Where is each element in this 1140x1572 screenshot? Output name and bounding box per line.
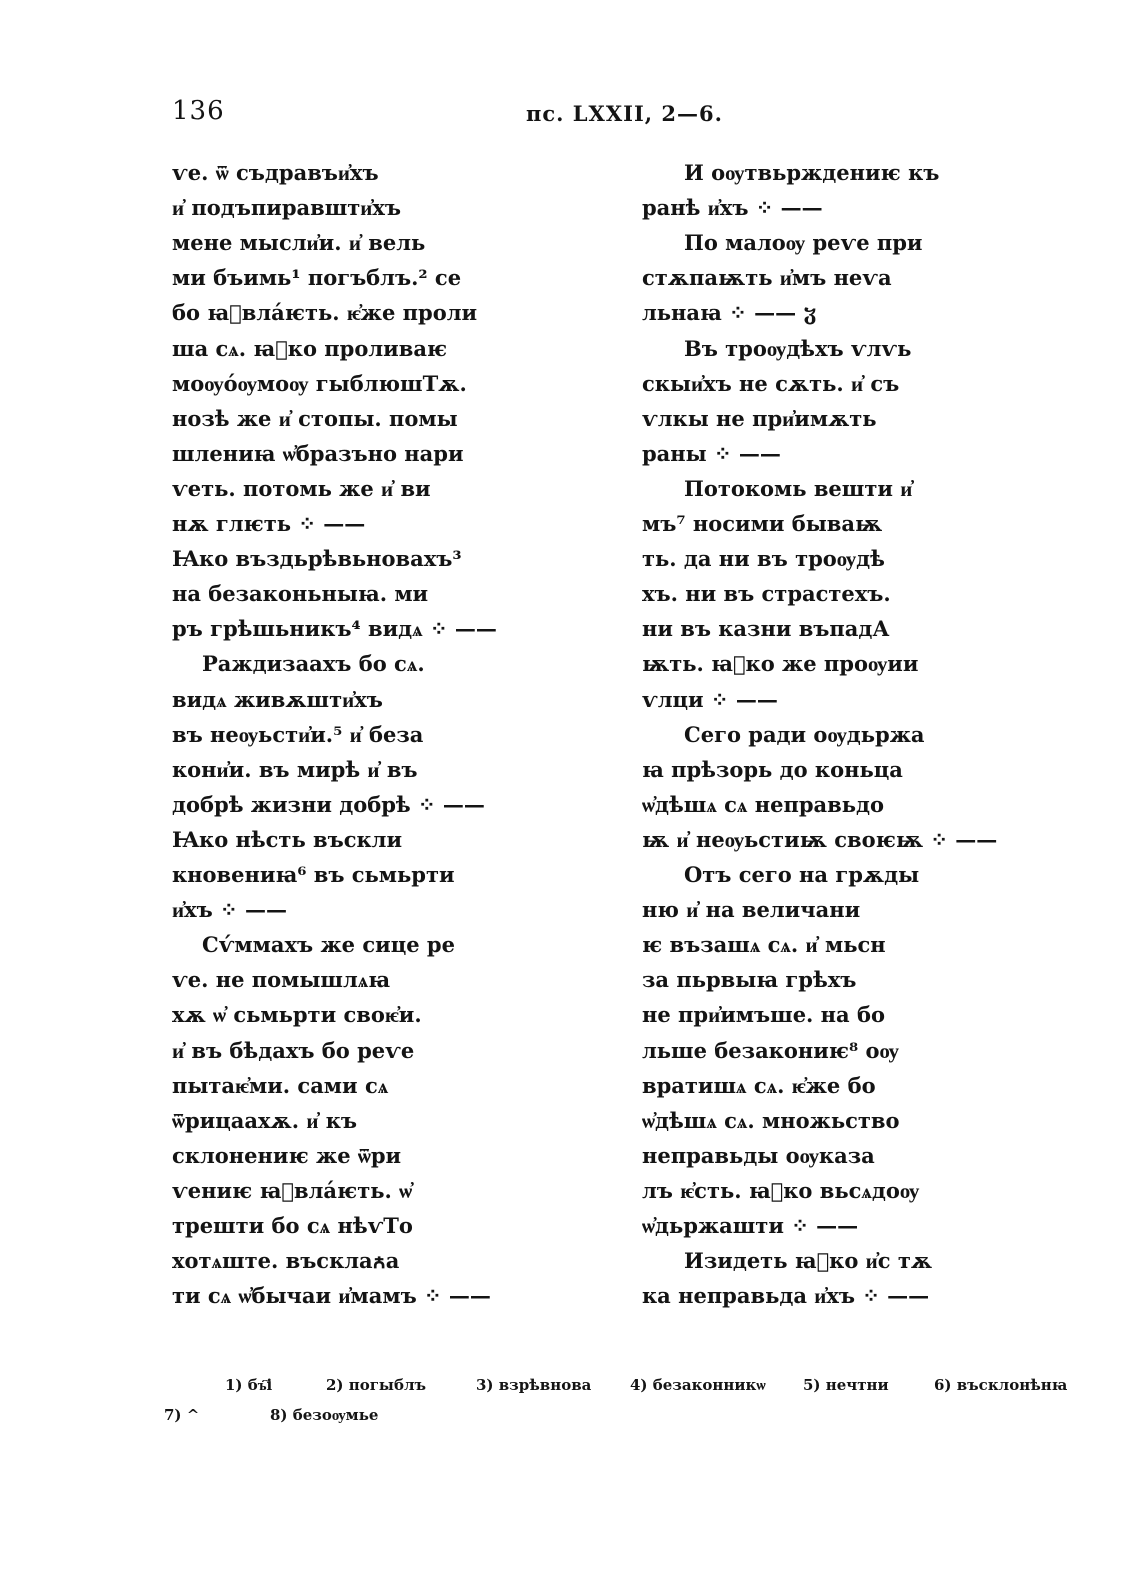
text-line: ръ грѣшьникъ⁴ видѧ ⁘ —— xyxy=(172,616,497,642)
text-line: И оѹтвьрждениѥ къ xyxy=(684,160,940,185)
text-line: ѥ възашѧ сѧ. и҆ мьсн xyxy=(642,932,886,958)
text-line: ѵениѥ ꙗ҆вла́ѥть. ѡ҆ xyxy=(172,1177,413,1203)
text-line: ка неправьда и҆хъ ⁘ —— xyxy=(642,1283,930,1309)
text-line: ѵеть. потомь же и҆ ви xyxy=(172,475,431,501)
text-line: мене мысли҆и. и҆ вель xyxy=(172,230,426,256)
text-line: склонениѥ же ѿри xyxy=(172,1142,402,1168)
text-line: Сего ради оѹдьржа xyxy=(684,721,925,747)
text-line: ти сѧ ѡ҆бычаи и҆мамъ ⁘ —— xyxy=(172,1283,491,1309)
footnote: 1) бъ҇і xyxy=(225,1376,273,1394)
text-line: ѵлкы не при҆имѫть xyxy=(642,405,877,431)
text-line: хѫ ѡ҆ сьмьрти своѥ҆и. xyxy=(172,1002,422,1028)
footnote: 6) въсклонѣнꙗ xyxy=(934,1376,1068,1394)
text-line: ѭть. ꙗ҆ко же проѹии xyxy=(642,651,919,677)
text-line: ѵлци ⁘ —— xyxy=(642,686,778,712)
footnote: 8) безоѹмье xyxy=(270,1406,379,1424)
footnote: 3) взрѣвнова xyxy=(476,1376,592,1394)
text-line: ꙗ прѣзорь до коньца xyxy=(642,756,903,782)
text-line: нозѣ же и҆ стопы. помы xyxy=(172,405,458,431)
text-line: Раждизаахъ бо сѧ. xyxy=(202,651,425,677)
text-line: въ неѹьсти҆и.⁵ и҆ беза xyxy=(172,721,424,747)
text-line: ми бъимь¹ погъблъ.² се xyxy=(172,265,462,291)
text-line: и҆хъ ⁘ —— xyxy=(172,897,287,923)
text-line: Потокомь вешти и҆ xyxy=(684,475,913,501)
text-line: за пьрвыꙗ грѣхъ xyxy=(642,967,857,993)
text-line: хотѧште. въсклаꙉа xyxy=(172,1248,400,1274)
footnote: 4) безаконникѡ xyxy=(630,1376,766,1394)
text-line: ѿрицаахѫ. и҆ къ xyxy=(172,1107,358,1133)
text-line: ни въ казни въпадА xyxy=(642,616,890,642)
text-line: ѵе. не помышлѧꙗ xyxy=(172,967,391,993)
text-line: хъ. ни въ страстехъ. xyxy=(642,581,891,607)
text-line: ѡ҆дьржашти ⁘ —— xyxy=(642,1213,859,1238)
footnote: 7) ^ xyxy=(164,1406,200,1424)
text-line: льше безакониѥ⁸ оѹ xyxy=(642,1037,899,1063)
text-line: и҆ подъпиравшти҆хъ xyxy=(172,195,402,221)
text-line: добрѣ жизни добрѣ ⁘ —— xyxy=(172,791,485,817)
text-line: на безаконьныꙗ. ми xyxy=(172,581,429,607)
text-line: льнаꙗ ⁘ —— ჳ xyxy=(642,300,817,326)
text-line: бо ꙗ҆вла́ѥть. ѥ҆же проли xyxy=(172,300,478,326)
footnote: 5) нечтни xyxy=(803,1376,889,1394)
text-line: мъ⁷ носими бываѭ xyxy=(642,511,883,536)
text-line: Ꙗко въздьрѣвьновахъ³ xyxy=(172,546,462,572)
text-line: моѹо́ѹмоѹ гыблюшТѫ. xyxy=(172,370,467,396)
text-line: лъ ѥ҆сть. ꙗ҆ко вьсѧдоѹ xyxy=(642,1177,920,1203)
text-line: трешти бо сѧ нѣѵТо xyxy=(172,1213,413,1238)
text-line: ранѣ и҆хъ ⁘ —— xyxy=(642,195,823,221)
text-line: ѭ и҆ неѹьстиѭ своѥѭ ⁘ —— xyxy=(642,826,998,852)
text-line: неправьды оѹказа xyxy=(642,1142,875,1168)
text-line: видѧ живѫшти҆хъ xyxy=(172,686,383,712)
text-line: кновениꙗ⁶ въ сьмьрти xyxy=(172,862,455,887)
running-head: пс. LXXII, 2—6. xyxy=(526,101,723,126)
text-line: шлениꙗ ѡ҆бразъно нари xyxy=(172,440,464,466)
text-line: кони҆и. въ мирѣ и҆ въ xyxy=(172,756,418,782)
text-line: ню и҆ на величани xyxy=(642,897,861,923)
text-line: не при҆имъше. на бо xyxy=(642,1002,885,1028)
footnote: 2) погыблъ xyxy=(326,1376,427,1394)
text-line: Изидеть ꙗ҆ко и҆с тѫ xyxy=(684,1248,933,1274)
text-line: скыи҆хъ не сѫть. и҆ съ xyxy=(642,370,900,396)
text-line: раны ⁘ —— xyxy=(642,440,781,466)
text-line: стѫпаѭть и҆мъ неѵа xyxy=(642,265,892,291)
text-line: ѡ҆дѣшѧ сѧ неправьдо xyxy=(642,791,884,817)
text-line: вратишѧ сѧ. ѥ҆же бо xyxy=(642,1072,876,1098)
text-line: ѵе. ѿ съдравъи҆хъ xyxy=(172,160,379,185)
text-line: нѫ глѥть ⁘ —— xyxy=(172,511,366,536)
page-number: 136 xyxy=(172,96,225,126)
text-line: Сѵ́ммахъ же сице ре xyxy=(202,932,455,958)
text-line: пытаѥ҆ми. сами сѧ xyxy=(172,1072,389,1098)
text-line: Въ троѹдѣхъ ѵлѵь xyxy=(684,335,912,361)
text-line: ѡ҆дѣшѧ сѧ. множьство xyxy=(642,1107,900,1133)
text-line: ша сѧ. ꙗ҆ко проливаѥ xyxy=(172,335,448,361)
text-line: Ꙗко нѣсть въскли xyxy=(172,826,403,852)
text-line: Отъ сего на грѫды xyxy=(684,862,920,887)
text-line: и҆ въ бѣдахъ бо реѵе xyxy=(172,1037,415,1063)
text-line: ть. да ни въ троѹдѣ xyxy=(642,546,885,572)
text-line: По малоѹ реѵе при xyxy=(684,230,923,256)
